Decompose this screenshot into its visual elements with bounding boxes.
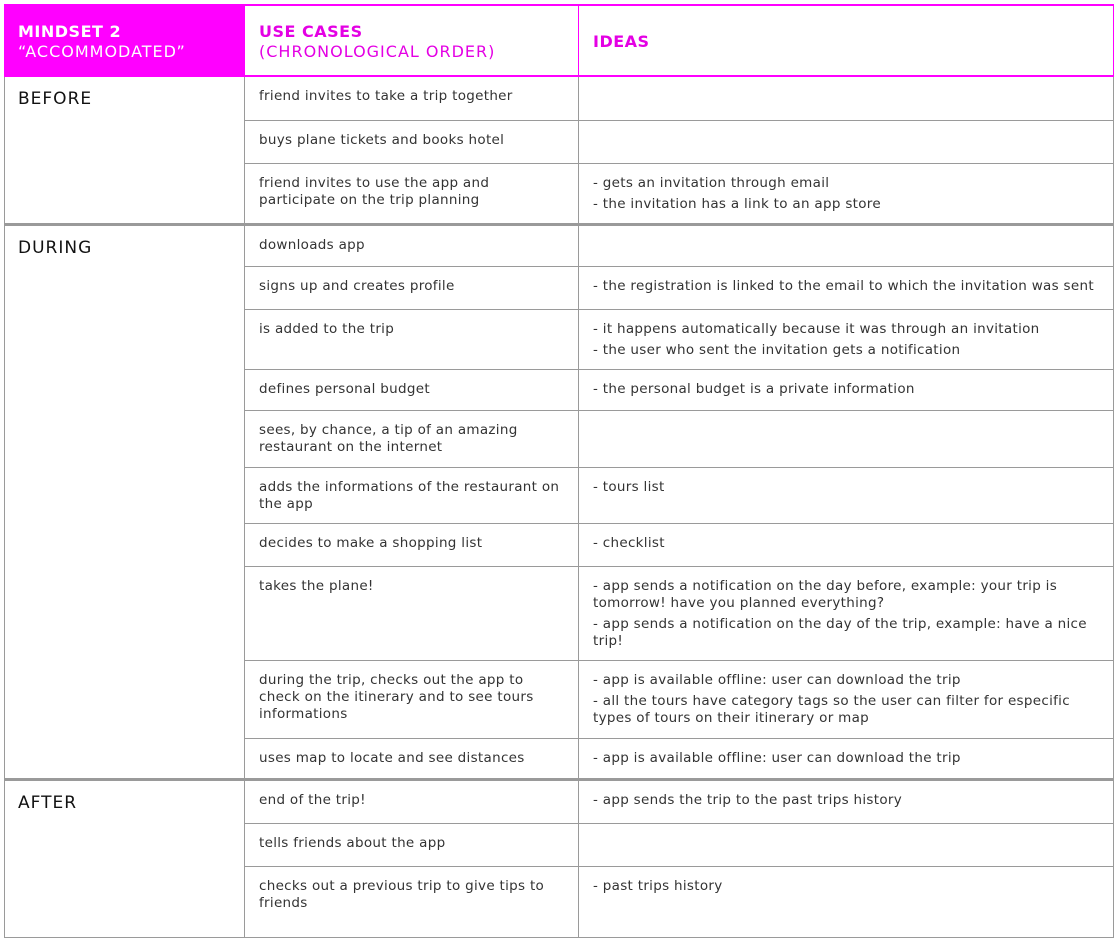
- mindset-header-cell: [4, 4, 244, 76]
- table-row: [244, 120, 1114, 163]
- idea-item: - gets an invitation through email: [593, 175, 830, 191]
- use-case-cell: defines personal budget: [244, 370, 578, 410]
- table-row: [244, 410, 1114, 467]
- table-row: [244, 266, 1114, 309]
- use-case-cell: sees, by chance, a tip of an amazing restaurant on the internet: [244, 411, 578, 467]
- use-case-cell: buys plane tickets and books hotel: [244, 121, 578, 163]
- use-case-cell: during the trip, checks out the app to check on the itinerary and to see tours informations: [244, 661, 578, 738]
- idea-item: - tours list: [593, 479, 665, 495]
- ideas-cell: [578, 267, 1114, 309]
- idea-item: - all the tours have category tags so the user can filter for especific types of tours on their itinerary or map: [593, 693, 1070, 726]
- ideas-cell: [578, 739, 1114, 778]
- phase-label-after: AFTER: [18, 793, 78, 813]
- ideas-cell: [578, 411, 1114, 467]
- ideas-cell: [578, 824, 1114, 866]
- table-row: [244, 369, 1114, 410]
- ideas-cell: [578, 164, 1114, 223]
- phase-label-before: BEFORE: [18, 89, 93, 109]
- idea-item: - the invitation has a link to an app store: [593, 196, 881, 212]
- idea-item: - app sends the trip to the past trips history: [593, 792, 903, 808]
- idea-item: - checklist: [593, 535, 665, 551]
- idea-item: - the registration is linked to the email to which the invitation was sent: [593, 278, 1094, 294]
- ideas-cell: [578, 661, 1114, 738]
- table-left-border: [4, 77, 5, 223]
- table-row: [244, 77, 1114, 120]
- idea-item: - app is available offline: user can download the trip: [593, 672, 961, 688]
- ideas-cell: [578, 310, 1114, 369]
- idea-item: - the user who sent the invitation gets a notification: [593, 342, 961, 358]
- phase-label-during: DURING: [18, 238, 93, 258]
- table-row: [244, 163, 1114, 223]
- ideas-cell: [578, 524, 1114, 566]
- idea-item: - past trips history: [593, 878, 723, 894]
- idea-item: - app sends a notification on the day of the trip, example: have a nice trip!: [593, 616, 1087, 649]
- use-case-cell: tells friends about the app: [244, 824, 578, 866]
- use-case-cell: signs up and creates profile: [244, 267, 578, 309]
- idea-item: - app is available offline: user can download the trip: [593, 750, 961, 766]
- table-row: [244, 226, 1114, 266]
- table-bottom-border: [4, 937, 1114, 938]
- ideas-cell: [578, 370, 1114, 410]
- table-row: [244, 523, 1114, 566]
- ideas-cell: [578, 121, 1114, 163]
- use-case-cell: decides to make a shopping list: [244, 524, 578, 566]
- use-case-cell: adds the informations of the restaurant on the app: [244, 468, 578, 523]
- use-case-cell: downloads app: [244, 226, 578, 266]
- use-cases-header-cell: [244, 4, 578, 76]
- ideas-cell: [578, 77, 1114, 120]
- ideas-title: IDEAS: [593, 32, 650, 51]
- phase-divider: [4, 778, 1114, 781]
- idea-item: - the personal budget is a private information: [593, 381, 915, 397]
- mindset-title: MINDSET 2: [18, 22, 122, 41]
- use-case-cell: friend invites to take a trip together: [244, 77, 578, 120]
- use-case-cell: checks out a previous trip to give tips to friends: [244, 867, 578, 938]
- table-row: [244, 781, 1114, 823]
- table-row: [244, 566, 1114, 660]
- use-case-cell: friend invites to use the app and participate on the trip planning: [244, 164, 578, 223]
- table-row: [244, 738, 1114, 778]
- ideas-cell: [578, 567, 1114, 660]
- ideas-header-cell: [578, 4, 1114, 76]
- table-row: [244, 866, 1114, 938]
- idea-item: - it happens automatically because it was through an invitation: [593, 321, 1040, 337]
- use-case-cell: takes the plane!: [244, 567, 578, 660]
- table-left-border: [4, 781, 5, 938]
- use-cases-title: USE CASES: [259, 22, 363, 41]
- table-row: [244, 467, 1114, 523]
- ideas-cell: [578, 867, 1114, 938]
- idea-item: - app sends a notification on the day before, example: your trip is tomorrow! have you planned everything?: [593, 578, 1058, 611]
- use-case-cell: uses map to locate and see distances: [244, 739, 578, 778]
- ideas-cell: [578, 781, 1114, 823]
- use-case-cell: end of the trip!: [244, 781, 578, 823]
- table-row: [244, 660, 1114, 738]
- table-left-border: [4, 226, 5, 778]
- use-cases-subtitle: (CHRONOLOGICAL ORDER): [259, 42, 496, 61]
- ideas-cell: [578, 468, 1114, 523]
- use-case-cell: is added to the trip: [244, 310, 578, 369]
- table-row: [244, 309, 1114, 369]
- ideas-cell: [578, 226, 1114, 266]
- table-row: [244, 823, 1114, 866]
- phase-divider: [4, 223, 1114, 226]
- mindset-subtitle: “ACCOMMODATED”: [18, 42, 186, 61]
- mindset-table: [4, 4, 1114, 938]
